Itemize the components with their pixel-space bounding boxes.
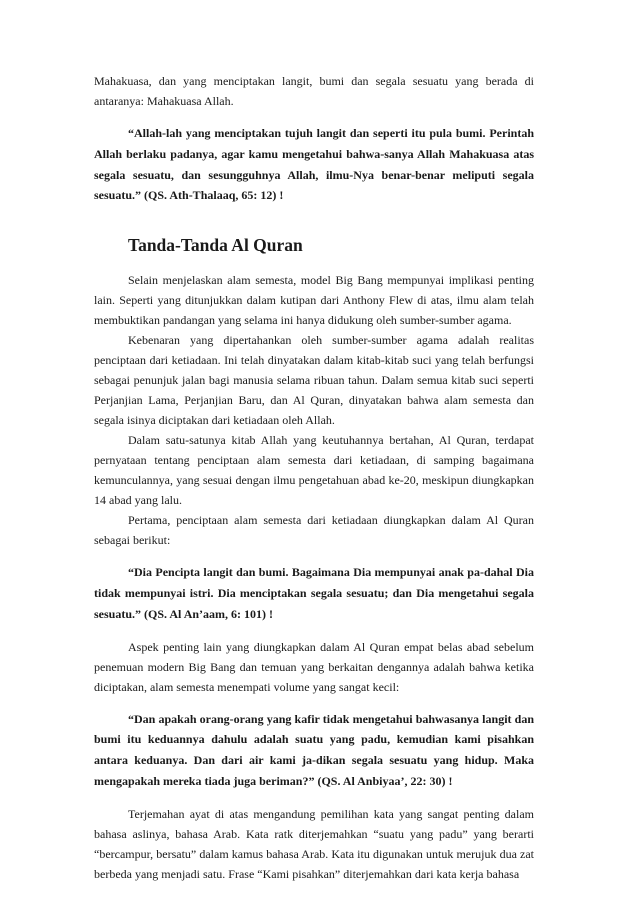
quote-block: “Dia Pencipta langit dan bumi. Bagaimana Dia mempunyai anak pa-dahal Dia tidak mempunyai istri. Dia menciptakan segala sesuatu; dan Dia mengetahui segala sesuatu.” (QS. Al An’aam, 6: 101) ! — [94, 565, 534, 621]
quote-block: “Allah-lah yang menciptakan tujuh langit dan seperti itu pula bumi. Perintah Allah berlaku padanya, agar kamu mengetahui bahwa-sanya Allah Mahakuasa atas segala sesuatu, dan sesungguhnya Allah, ilmu-Nya benar-benar meliputi segala sesuatu.” (QS. Ath-Thalaaq, 65: 12) ! — [94, 126, 534, 203]
spacer — [94, 792, 534, 804]
spacer — [94, 697, 534, 709]
intro-paragraph: Mahakuasa, dan yang menciptakan langit, bumi dan segala sesuatu yang berada di antaranya: Mahakuasa Allah. — [94, 74, 534, 108]
spacer — [94, 625, 534, 637]
spacer — [94, 111, 534, 123]
body-paragraph: Aspek penting lain yang diungkapkan dalam Al Quran empat belas abad sebelum penemuan modern Big Bang dan temuan yang berkaitan dengannya adalah bahwa ketika diciptakan, alam semesta menempati volume yang sangat kecil: — [94, 639, 534, 694]
body-paragraph: Selain menjelaskan alam semesta, model Big Bang mempunyai implikasi penting lain. Seperti yang ditunjukkan dalam kutipan dari Anthony Flew di atas, ilmu alam telah membuktikan pandangan yang selama ini hanya didukung oleh sumber-sumber agama. — [94, 273, 534, 328]
body-paragraph: Terjemahan ayat di atas mengandung pemilihan kata yang sangat penting dalam bahasa aslinya, bahasa Arab. Kata ratk diterjemahkan “suatu yang padu” yang berarti “bercampur, bersatu” dalam kamus bahasa Arab. Kata itu digunakan untuk merujuk dua zat berbeda yang menjadi satu. Frase “Kami pisahkan” diterjemahkan dari kata kerja bahasa — [94, 806, 534, 881]
spacer — [94, 206, 534, 232]
body-paragraph: Dalam satu-satunya kitab Allah yang keutuhannya bertahan, Al Quran, terdapat pernyataan tentang penciptaan alam semesta dari ketiadaan, di samping bagaimana kemunculannya, yang sesuai dengan ilmu pengetahuan abad ke-20, meskipun diungkapkan 14 abad yang lalu. — [94, 433, 534, 508]
body-paragraph: Pertama, penciptaan alam semesta dari ketiadaan diungkapkan dalam Al Quran sebagai berikut: — [94, 513, 534, 548]
spacer — [94, 550, 534, 562]
quote-block: “Dan apakah orang-orang yang kafir tidak mengetahui bahwasanya langit dan bumi itu keduannya dahulu adalah suatu yang padu, kemudian kami pisahkan antara keduanya. Dan dari air kami ja-dikan segala sesuatu yang hidup. Maka mengapakah mereka tiada juga beriman?” (QS. Al Anbiyaa’, 22: 30) ! — [94, 711, 534, 788]
section-heading: Tanda-Tanda Al Quran — [128, 235, 303, 256]
body-paragraph: Kebenaran yang dipertahankan oleh sumber-sumber agama adalah realitas penciptaan dari ketiadaan. Ini telah dinyatakan dalam kitab-kitab suci yang telah berfungsi sebagai penunjuk jalan bagi manusia selama ribuan tahun. Dalam semua kitab suci seperti Perjanjian Lama, Perjanjian Baru, dan Al Quran, dinyatakan bahwa alam semesta dan segala isinya diciptakan dari ketiadaan oleh Allah. — [94, 333, 534, 428]
document-page — [94, 71, 534, 884]
